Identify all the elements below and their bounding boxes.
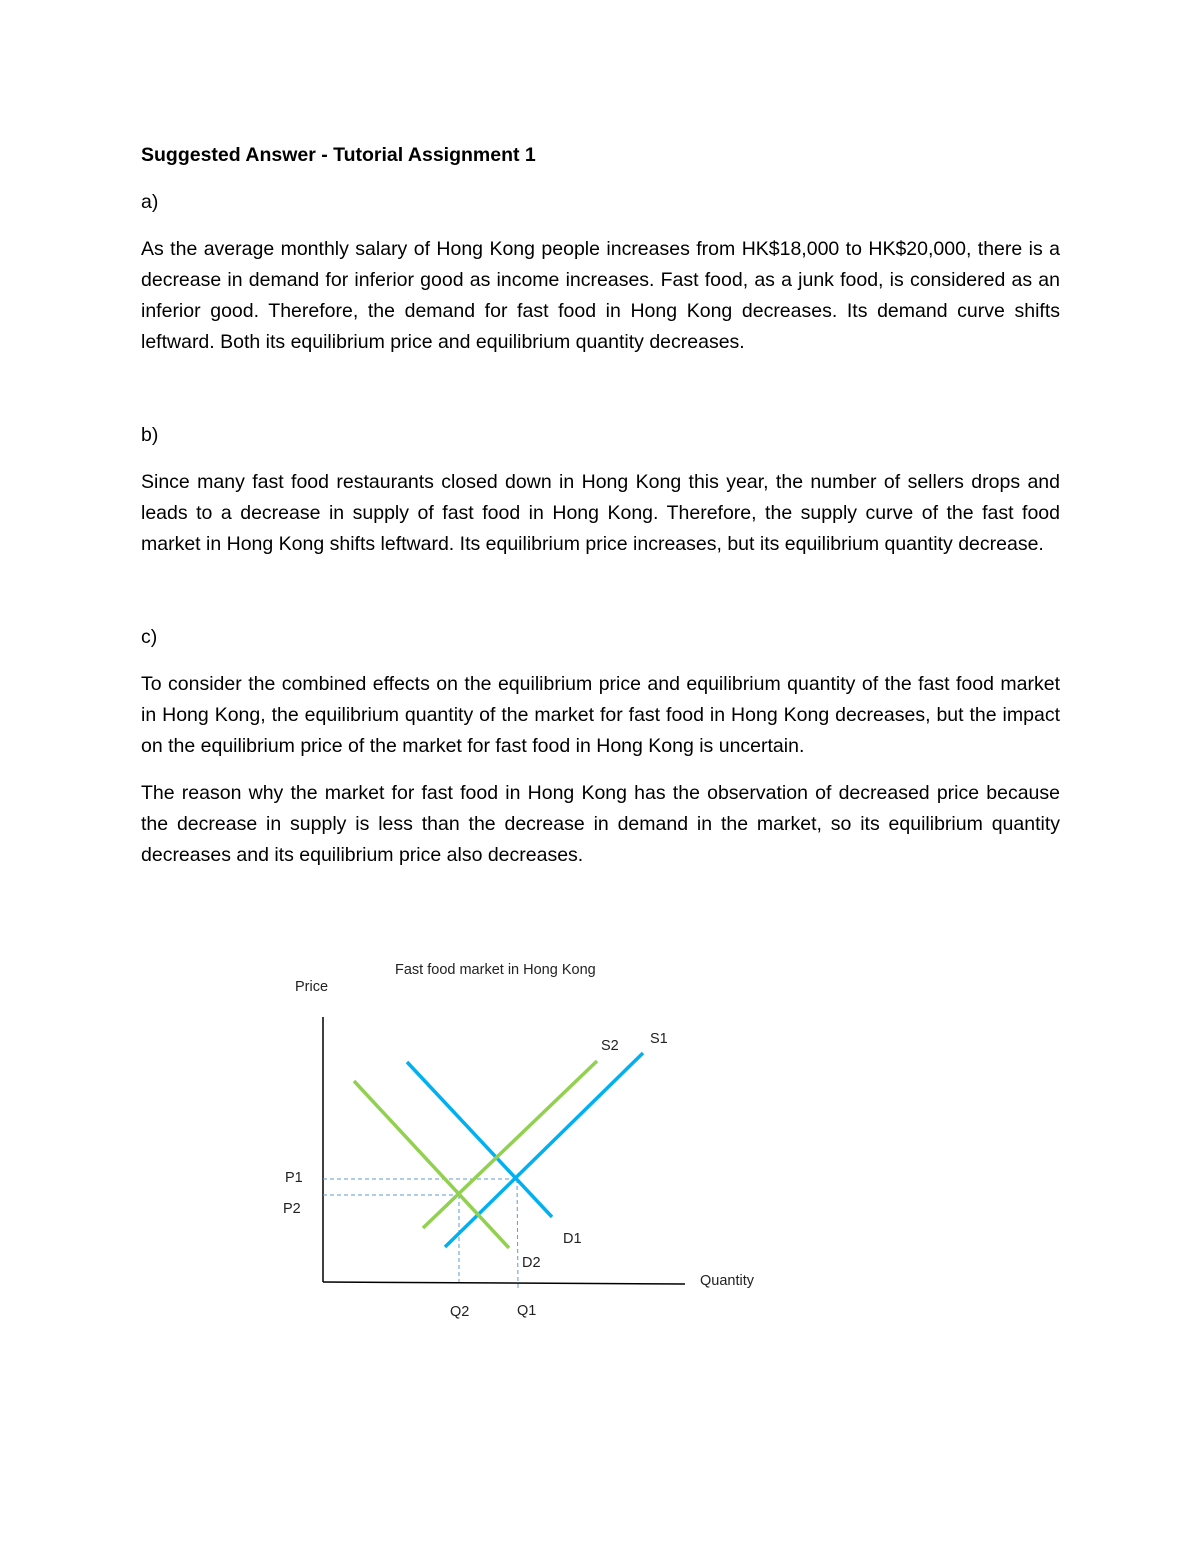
y-axis-label: Price <box>295 979 329 995</box>
supply-curve-s1 <box>445 1053 643 1247</box>
q1-label: Q1 <box>517 1303 537 1319</box>
p2-label: P2 <box>283 1201 301 1217</box>
x-axis-label: Quantity <box>700 1273 754 1289</box>
diagram-title: Fast food market in Hong Kong <box>395 962 596 978</box>
section-b-paragraph: Since many fast food restaurants closed down in Hong Kong this year, the number of sellers drops and leads to a decrease in supply of fast food in Hong Kong. Therefore, the supply curve of the fast food market in Hong Kong shifts leftward. Its equilibrium price increases, but its equilibrium quantity decrease. <box>141 471 1060 555</box>
d1-label: D1 <box>563 1231 582 1247</box>
section-a-label: a) <box>141 191 159 213</box>
section-c-paragraph-1: To consider the combined effects on the equilibrium price and equilibrium quantity of the fast food market in Hong Kong, the equilibrium quantity of the market for fast food in Hong Kong decreases, but the impact on the equilibrium price of the market for fast food in Hong Kong is uncertain. <box>141 673 1060 757</box>
supply-curve-s2 <box>423 1061 597 1228</box>
document-title: Suggested Answer - Tutorial Assignment 1 <box>141 144 536 166</box>
demand-curve-d2 <box>354 1081 509 1248</box>
section-c-label: c) <box>141 626 158 648</box>
q2-label: Q2 <box>450 1304 470 1320</box>
d2-label: D2 <box>522 1255 541 1271</box>
p1-label: P1 <box>285 1170 303 1186</box>
demand-curve-d1 <box>407 1062 552 1217</box>
s2-label: S2 <box>601 1038 619 1054</box>
q1-guide-line <box>517 1179 518 1288</box>
x-axis <box>323 1282 685 1284</box>
section-a-paragraph: As the average monthly salary of Hong Kong people increases from HK$18,000 to HK$20,000, there is a decrease in demand for inferior good as income increases. Fast food, as a junk food, is considered as an inferior good. Therefore, the demand for fast food in Hong Kong decreases. Its demand curve shifts leftward. Both its equilibrium price and equilibrium quantity decreases. <box>141 238 1060 353</box>
section-c-paragraph-2: The reason why the market for fast food in Hong Kong has the observation of decreased price because the decrease in supply is less than the decrease in demand in the market, so its equilibrium quantity decreases and its equilibrium price also decreases. <box>141 782 1060 866</box>
section-b-label: b) <box>141 424 159 446</box>
s1-label: S1 <box>650 1031 668 1047</box>
